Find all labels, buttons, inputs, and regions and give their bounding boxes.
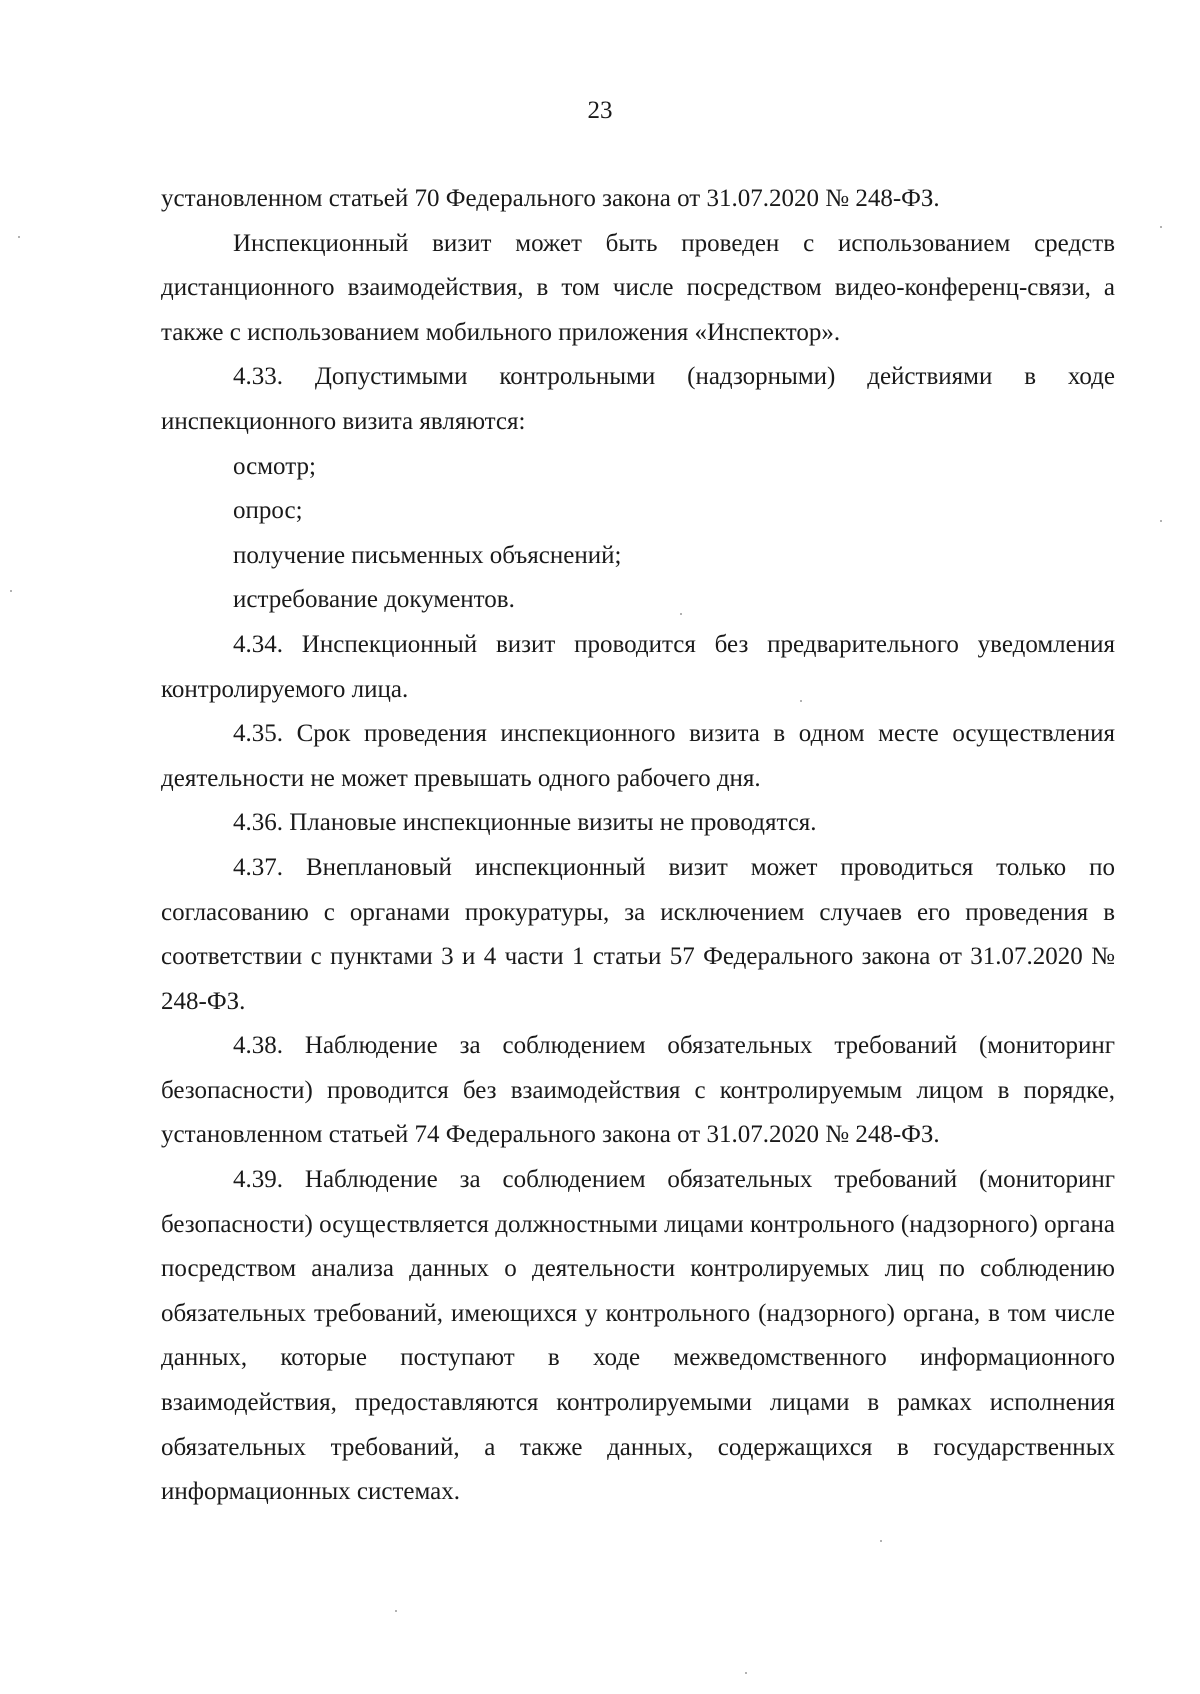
paragraph-4-38: 4.38. Наблюдение за соблюдением обязательных требований (мониторинг безопасности) проводится без взаимодействия с контролируемым лицом в порядке, установленном статьей 74 Федерального закона от 31.07.2020 № 248-ФЗ.: [161, 1032, 1115, 1149]
scan-speck: [18, 236, 20, 238]
paragraph-4-39: 4.39. Наблюдение за соблюдением обязательных требований (мониторинг безопасности) осуществляется должностными лицами контрольного (надзорного) органа посредством анализа данных о деятельности контролируемых лиц по соблюдению обязательных требований, имеющихся у контрольного (надзорного) органа, в том числе данных, которые поступают в ходе межведомственного информационного взаимодействия, предоставляются контролируемыми лицами в рамках исполнения обязательных требований, а также данных, содержащихся в государственных информационных системах.: [161, 1166, 1115, 1506]
scan-speck: [880, 1540, 882, 1542]
paragraph-continuation: установленном статьей 70 Федерального закона от 31.07.2020 № 248-ФЗ.: [161, 185, 940, 212]
list-item-survey: опрос;: [233, 497, 303, 525]
list-item-explanations: получение письменных объяснений;: [233, 541, 622, 569]
paragraph-4-36: 4.36. Плановые инспекционные визиты не проводятся.: [233, 809, 817, 837]
document-body: [161, 177, 1115, 1515]
scan-speck: [800, 700, 802, 702]
page-number: 23: [587, 97, 613, 124]
paragraph-4-35: 4.35. Срок проведения инспекционного визита в одном месте осуществления деятельности не может превышать одного рабочего дня.: [161, 720, 1115, 792]
scan-speck: [1160, 226, 1162, 228]
paragraph-remote-visit: Инспекционный визит может быть проведен с использованием средств дистанционного взаимодействия, в том числе посредством видео-конференц-связи, а также с использованием мобильного приложения «Инспектор».: [161, 229, 1115, 346]
list-item-inspection: осмотр;: [233, 452, 316, 480]
scan-speck: [10, 590, 12, 592]
list-item-documents: истребование документов.: [233, 586, 515, 614]
scan-speck: [1160, 520, 1162, 522]
scan-speck: [680, 613, 682, 615]
paragraph-4-37: 4.37. Внеплановый инспекционный визит может проводиться только по согласованию с органами прокуратуры, за исключением случаев его проведения в соответствии с пунктами 3 и 4 части 1 статьи 57 Федерального закона от 31.07.2020 № 248-ФЗ.: [161, 853, 1115, 1015]
scan-speck: [745, 1672, 747, 1674]
paragraph-4-33: 4.33. Допустимыми контрольными (надзорными) действиями в ходе инспекционного визита являются:: [161, 363, 1115, 435]
paragraph-4-34: 4.34. Инспекционный визит проводится без предварительного уведомления контролируемого лица.: [161, 630, 1115, 703]
scan-speck: [395, 1610, 397, 1612]
